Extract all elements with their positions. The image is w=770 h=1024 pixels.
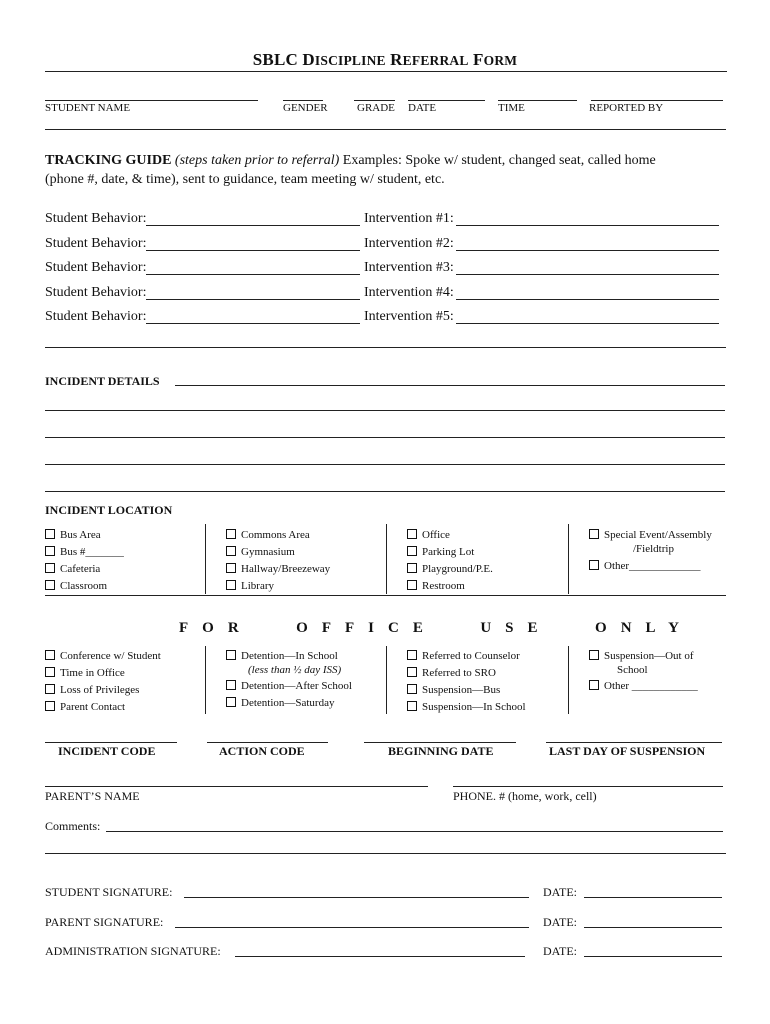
checkbox-icon[interactable] xyxy=(407,529,417,539)
checkbox-icon[interactable] xyxy=(226,650,236,660)
checkbox-icon[interactable] xyxy=(45,580,55,590)
office-option[interactable] xyxy=(45,701,125,713)
option-label: Suspension—Bus xyxy=(422,684,501,696)
option-label: Office xyxy=(422,529,450,541)
grade-line[interactable] xyxy=(354,100,395,101)
grade-label: GRADE xyxy=(357,102,395,114)
checkbox-icon[interactable] xyxy=(589,560,599,570)
option-label: Suspension—In School xyxy=(422,701,526,713)
date-line[interactable] xyxy=(584,956,722,957)
intervention-line[interactable] xyxy=(456,250,719,251)
option-label: Special Event/Assembly xyxy=(604,529,712,541)
parent-name-label: PARENT’S NAME xyxy=(45,789,140,803)
location-option[interactable] xyxy=(407,580,465,592)
behavior-label: Student Behavior: xyxy=(45,309,147,324)
office-option[interactable] xyxy=(407,701,526,713)
reported-by-label: REPORTED BY xyxy=(589,102,664,114)
option-label: Referred to Counselor xyxy=(422,650,520,662)
office-option[interactable] xyxy=(589,650,694,662)
option-label: Parent Contact xyxy=(60,701,126,713)
checkbox-icon[interactable] xyxy=(407,667,417,677)
option-label: Time in Office xyxy=(60,667,125,679)
office-option[interactable] xyxy=(226,650,338,662)
date-line[interactable] xyxy=(408,100,485,101)
location-option[interactable] xyxy=(226,546,295,558)
checkbox-icon[interactable] xyxy=(226,529,236,539)
location-option[interactable] xyxy=(407,546,474,558)
option-label: Conference w/ Student xyxy=(60,650,161,662)
date-label: DATE: xyxy=(543,944,577,958)
checkbox-icon[interactable] xyxy=(45,529,55,539)
behavior-row xyxy=(45,211,147,227)
behavior-line[interactable] xyxy=(146,323,360,324)
beginning-date-label: BEGINNING DATE xyxy=(388,744,494,758)
checkbox-icon[interactable] xyxy=(226,580,236,590)
incident-location-label: INCIDENT LOCATION xyxy=(45,503,173,517)
office-option-continued: School xyxy=(617,664,648,676)
title-part: F xyxy=(468,50,484,69)
option-label: Commons Area xyxy=(241,529,310,541)
office-option-note: (less than ½ day ISS) xyxy=(248,664,342,676)
phone-line[interactable] xyxy=(453,786,723,787)
location-option[interactable] xyxy=(407,529,450,541)
location-option[interactable] xyxy=(407,563,493,575)
checkbox-icon[interactable] xyxy=(589,680,599,690)
heading-word: ONLY xyxy=(595,620,693,636)
student-name-label: STUDENT NAME xyxy=(45,102,131,114)
behavior-row xyxy=(45,236,147,252)
title-part: SBLC D xyxy=(252,50,315,69)
admin-signature-line[interactable] xyxy=(235,956,525,957)
checkbox-icon[interactable] xyxy=(226,680,236,690)
location-option-continued: /Fieldtrip xyxy=(633,543,674,555)
office-use-heading xyxy=(179,620,693,637)
behavior-line[interactable] xyxy=(146,250,360,251)
checkbox-icon[interactable] xyxy=(226,563,236,573)
intervention-line[interactable] xyxy=(456,323,719,324)
header-divider xyxy=(45,129,726,130)
parent-signature-label: PARENT SIGNATURE: xyxy=(45,915,164,929)
date-label: DATE xyxy=(408,102,437,114)
column-divider xyxy=(386,646,387,714)
intervention-line[interactable] xyxy=(456,299,719,300)
checkbox-icon[interactable] xyxy=(45,563,55,573)
intervention-label: Intervention #1: xyxy=(364,211,454,226)
checkbox-icon[interactable] xyxy=(589,529,599,539)
title-rule xyxy=(45,71,727,72)
tracking-guide-text xyxy=(45,151,735,189)
location-option[interactable] xyxy=(45,529,101,541)
office-option[interactable] xyxy=(226,697,334,709)
column-divider xyxy=(568,524,569,594)
checkbox-icon[interactable] xyxy=(407,684,417,694)
behavior-row xyxy=(45,285,147,301)
intervention-row xyxy=(364,236,454,252)
option-label: Bus #_______ xyxy=(60,546,124,558)
behavior-label: Student Behavior: xyxy=(45,285,147,300)
last-day-line[interactable] xyxy=(546,742,722,743)
office-option[interactable] xyxy=(45,650,161,662)
location-option[interactable] xyxy=(45,580,107,592)
behavior-label: Student Behavior: xyxy=(45,260,147,275)
incident-details-line[interactable] xyxy=(45,410,725,411)
reported-by-line[interactable] xyxy=(591,100,723,101)
location-option[interactable] xyxy=(589,529,712,541)
option-label: Classroom xyxy=(60,580,108,592)
office-option[interactable] xyxy=(407,667,496,679)
intervention-row xyxy=(364,211,454,227)
intervention-row xyxy=(364,285,454,301)
tracking-divider xyxy=(45,347,726,348)
title-part: ORM xyxy=(483,53,518,68)
option-label: Suspension—Out of xyxy=(604,650,694,662)
column-divider xyxy=(386,524,387,594)
option-label: Hallway/Breezeway xyxy=(241,563,331,575)
incident-details-label: INCIDENT DETAILS xyxy=(45,374,160,388)
option-label: Parking Lot xyxy=(422,546,475,558)
checkbox-icon[interactable] xyxy=(226,697,236,707)
tracking-guide-examples: Examples: Spoke w/ student, changed seat, called home xyxy=(339,153,656,168)
student-signature-line[interactable] xyxy=(184,897,529,898)
location-option[interactable] xyxy=(226,563,330,575)
intervention-row xyxy=(364,260,454,276)
checkbox-icon[interactable] xyxy=(45,684,55,694)
checkbox-icon[interactable] xyxy=(589,650,599,660)
location-option[interactable] xyxy=(226,580,274,592)
incident-details-line[interactable] xyxy=(45,464,725,465)
behavior-label: Student Behavior: xyxy=(45,211,147,226)
incident-details-line[interactable] xyxy=(45,437,725,438)
comments-line[interactable] xyxy=(106,831,723,832)
office-option[interactable] xyxy=(45,684,139,696)
option-label: Bus Area xyxy=(60,529,101,541)
time-label: TIME xyxy=(498,102,525,114)
action-code-line[interactable] xyxy=(207,742,328,743)
location-option[interactable] xyxy=(45,563,100,575)
checkbox-icon[interactable] xyxy=(407,650,417,660)
column-divider xyxy=(205,646,206,714)
intervention-line[interactable] xyxy=(456,274,719,275)
checkbox-icon[interactable] xyxy=(407,546,417,556)
comments-label: Comments: xyxy=(45,819,101,833)
option-label: Cafeteria xyxy=(60,563,101,575)
location-option[interactable] xyxy=(226,529,310,541)
date-line[interactable] xyxy=(584,897,722,898)
checkbox-icon[interactable] xyxy=(226,546,236,556)
incident-code-line[interactable] xyxy=(45,742,177,743)
tracking-guide-note: (steps taken prior to referral) xyxy=(174,153,340,168)
phone-label: PHONE. # (home, work, cell) xyxy=(453,789,597,803)
column-divider xyxy=(205,524,206,594)
intervention-row xyxy=(364,309,454,325)
heading-word: FOR xyxy=(179,620,253,636)
option-label: Library xyxy=(241,580,274,592)
admin-signature-label: ADMINISTRATION SIGNATURE: xyxy=(45,944,221,958)
comments-line[interactable] xyxy=(45,853,726,854)
option-label: Other_____________ xyxy=(604,560,701,572)
checkbox-icon[interactable] xyxy=(407,580,417,590)
option-label: Detention—Saturday xyxy=(241,697,335,709)
intervention-label: Intervention #5: xyxy=(364,309,454,324)
student-name-line[interactable] xyxy=(45,100,258,101)
form-title xyxy=(0,50,770,70)
last-day-label: LAST DAY OF SUSPENSION xyxy=(549,744,706,758)
tracking-guide-label: TRACKING GUIDE xyxy=(45,153,172,168)
option-label: Other ____________ xyxy=(604,680,698,692)
option-label: Loss of Privileges xyxy=(60,684,140,696)
heading-word: USE xyxy=(480,620,552,636)
intervention-label: Intervention #3: xyxy=(364,260,454,275)
checkbox-icon[interactable] xyxy=(45,546,55,556)
checkbox-icon[interactable] xyxy=(45,650,55,660)
date-label: DATE: xyxy=(543,915,577,929)
option-label: Restroom xyxy=(422,580,465,592)
time-line[interactable] xyxy=(498,100,577,101)
intervention-label: Intervention #2: xyxy=(364,236,454,251)
intervention-label: Intervention #4: xyxy=(364,285,454,300)
gender-line[interactable] xyxy=(283,100,323,101)
title-part: EFERRAL xyxy=(402,53,469,68)
checkbox-icon[interactable] xyxy=(45,667,55,677)
behavior-label: Student Behavior: xyxy=(45,236,147,251)
office-option[interactable] xyxy=(407,684,500,696)
title-part: ISCIPLINE xyxy=(314,53,386,68)
action-code-label: ACTION CODE xyxy=(219,744,305,758)
office-option[interactable] xyxy=(45,667,125,679)
parent-signature-line[interactable] xyxy=(175,927,529,928)
incident-code-label: INCIDENT CODE xyxy=(58,744,156,758)
incident-details-line[interactable] xyxy=(45,491,725,492)
location-option[interactable] xyxy=(589,560,701,572)
beginning-date-line[interactable] xyxy=(364,742,516,743)
checkbox-icon[interactable] xyxy=(407,563,417,573)
checkbox-icon[interactable] xyxy=(45,701,55,711)
location-option[interactable] xyxy=(45,546,124,558)
option-label: Gymnasium xyxy=(241,546,295,558)
tracking-guide-examples-2: (phone #, date, & time), sent to guidance, team meeting w/ student, etc. xyxy=(45,172,445,187)
behavior-row xyxy=(45,260,147,276)
intervention-line[interactable] xyxy=(456,225,719,226)
behavior-line[interactable] xyxy=(146,274,360,275)
location-divider xyxy=(45,595,726,596)
date-label: DATE: xyxy=(543,885,577,899)
column-divider xyxy=(568,646,569,714)
behavior-line[interactable] xyxy=(146,299,360,300)
checkbox-icon[interactable] xyxy=(407,701,417,711)
gender-label: GENDER xyxy=(283,102,328,114)
behavior-line[interactable] xyxy=(146,225,360,226)
student-signature-label: STUDENT SIGNATURE: xyxy=(45,885,173,899)
behavior-row xyxy=(45,309,147,325)
heading-word: OFFICE xyxy=(296,620,437,636)
option-label: Detention—After School xyxy=(241,680,352,692)
option-label: Playground/P.E. xyxy=(422,563,493,575)
title-part: R xyxy=(385,50,403,69)
office-option[interactable] xyxy=(407,650,520,662)
parent-name-line[interactable] xyxy=(45,786,428,787)
option-label: Detention—In School xyxy=(241,650,338,662)
office-option[interactable] xyxy=(226,680,352,692)
incident-details-line[interactable] xyxy=(175,385,725,386)
option-label: Referred to SRO xyxy=(422,667,496,679)
office-option[interactable] xyxy=(589,680,698,692)
date-line[interactable] xyxy=(584,927,722,928)
